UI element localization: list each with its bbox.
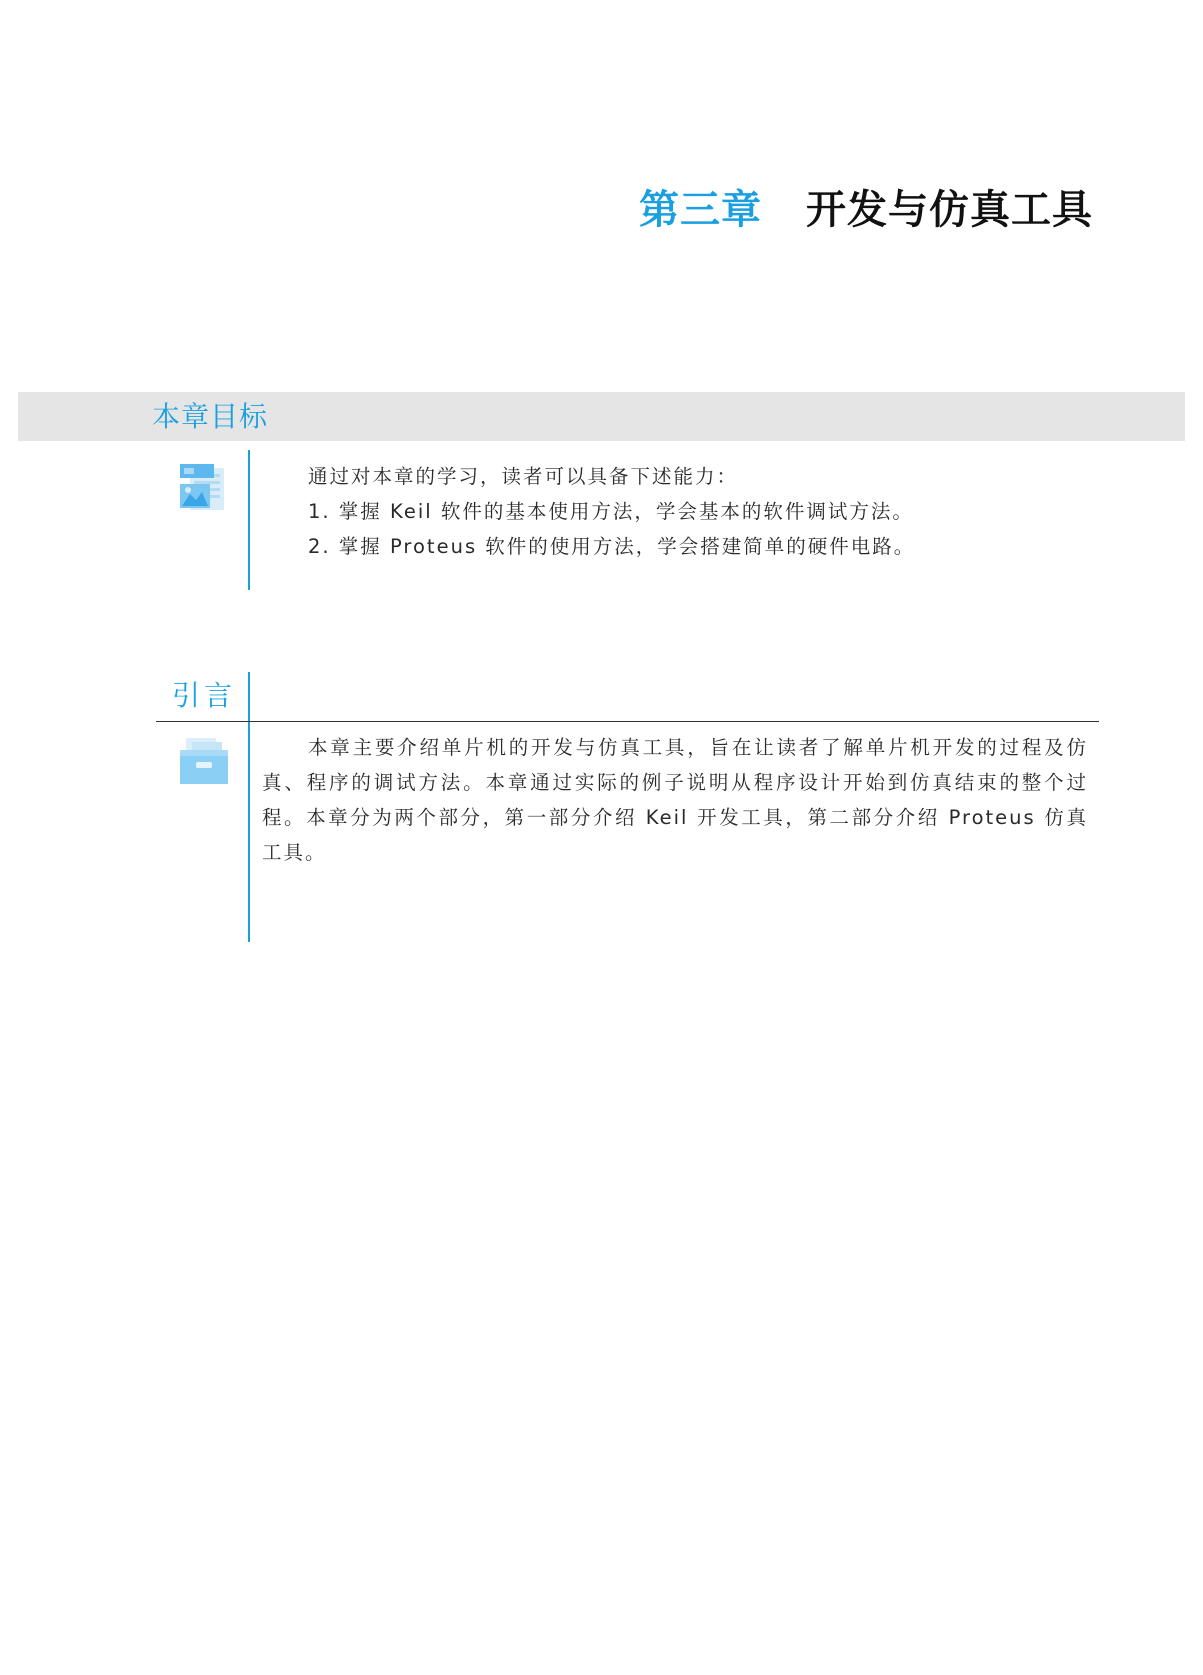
objectives-text <box>308 459 1108 564</box>
document-image-icon <box>176 464 232 516</box>
chapter-heading <box>639 186 1093 234</box>
introduction-heading: 引言 <box>172 679 237 712</box>
objectives-divider <box>248 450 250 590</box>
objectives-intro: 通过对本章的学习，读者可以具备下述能力： <box>308 465 739 488</box>
objectives-heading: 本章目标 <box>152 400 269 433</box>
introduction-divider <box>248 672 250 942</box>
objective-item: 1. 掌握 Keil 软件的基本使用方法，学会基本的软件调试方法。 <box>308 500 914 523</box>
introduction-body: 本章主要介绍单片机的开发与仿真工具，旨在让读者了解单片机开发的过程及仿真、程序的调试方法。本章通过实际的例子说明从程序设计开始到仿真结束的整个过程。本章分为两个部分，第一部分介绍 Keil 开发工具，第二部分介绍 Proteus 仿真工具。 <box>262 736 1088 864</box>
folder-icon <box>176 736 232 788</box>
chapter-number: 第三章 <box>639 187 762 233</box>
chapter-title: 开发与仿真工具 <box>806 187 1093 233</box>
introduction-rule <box>156 721 1099 722</box>
objective-item: 2. 掌握 Proteus 软件的使用方法，学会搭建简单的硬件电路。 <box>308 535 916 558</box>
